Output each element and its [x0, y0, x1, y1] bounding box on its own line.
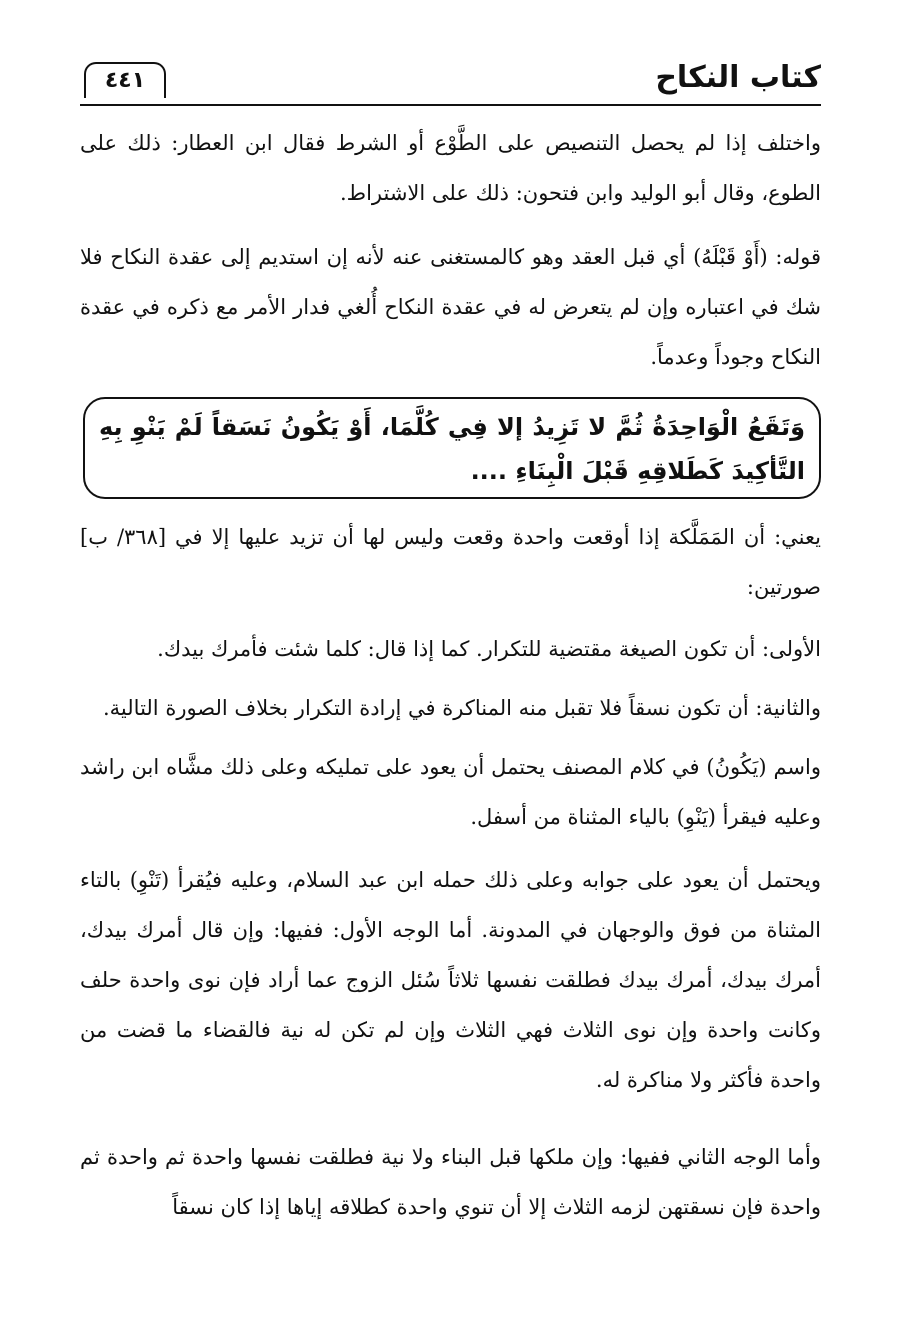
paragraph-5: والثانية: أن تكون نسقاً فلا تقبل منه المناكرة في إرادة التكرار بخلاف الصورة التالية. — [103, 696, 821, 720]
page-number-box — [84, 62, 166, 98]
paragraph-6: واسم (يَكُونُ) في كلام المصنف يحتمل أن يعود على تمليكه وعلى ذلك مشَّاه ابن راشد وعليه فيقرأ (يَنْوِ) بالياء المثناة من أسفل. — [80, 755, 821, 829]
paragraph-8: وأما الوجه الثاني ففيها: وإن ملكها قبل البناء ولا نية فطلقت نفسها واحدة ثم واحدة ثم واحدة فإن نسقتهن لزمه الثلاث إلا أن تنوي واحدة كطلاقه إياها إذا كان نسقاً — [80, 1145, 821, 1219]
page-number: ٤٤١ — [104, 68, 146, 93]
paragraph-2: قوله: (أَوْ قَبْلَهُ) أي قبل العقد وهو كالمستغنى عنه لأنه إن استديم إلى عقدة النكاح فلا شك في اعتباره وإن لم يتعرض له في عقدة النكاح أُلغي فدار الأمر مع ذكره في عقدة النكاح وجوداً وعدماً. — [80, 245, 821, 369]
matn-box — [83, 397, 821, 499]
paragraph-1: واختلف إذا لم يحصل التنصيص على الطَّوْع أو الشرط فقال ابن العطار: ذلك على الطوع، وقال أبو الوليد وابن فتحون: ذلك على الاشتراط. — [80, 131, 821, 205]
book-title: كتاب النكاح — [655, 60, 821, 95]
matn-text: وَتَقَعُ الْوَاحِدَةُ ثُمَّ لا تَزِيدُ إلا فِي كُلَّمَا، أَوْ يَكُونُ نَسَقاً لَمْ يَنْوِ بِهِ التَّأكِيدَ كَطَلاقِهِ قَبْلَ الْبِنَاءِ .... — [99, 413, 805, 485]
paragraph-3: يعني: أن المَمَلَّكة إذا أوقعت واحدة وقعت وليس لها أن تزيد عليها إلا في [٣٦٨/ ب] صورتين: — [80, 525, 821, 599]
paragraph-4: الأولى: أن تكون الصيغة مقتضية للتكرار. كما إذا قال: كلما شئت فأمرك بيدك. — [157, 637, 821, 661]
page-header — [80, 58, 821, 106]
paragraph-7: ويحتمل أن يعود على جوابه وعلى ذلك حمله ابن عبد السلام، وعليه فيُقرأ (تَنْوِ) بالتاء المثناة من فوق والوجهان في المدونة. أما الوجه الأول: ففيها: وإن قال أمرك بيدك، أمرك بيدك، أمرك بيدك فطلقت نفسها ثلاثاً سُئل الزوج عما أراد فإن نوى واحدة حلف وكانت واحدة وإن نوى الثلاث فهي الثلاث وإن لم تكن له نية فالقضاء ما قضت من واحدة فأكثر ولا مناكرة له. — [80, 868, 821, 1092]
